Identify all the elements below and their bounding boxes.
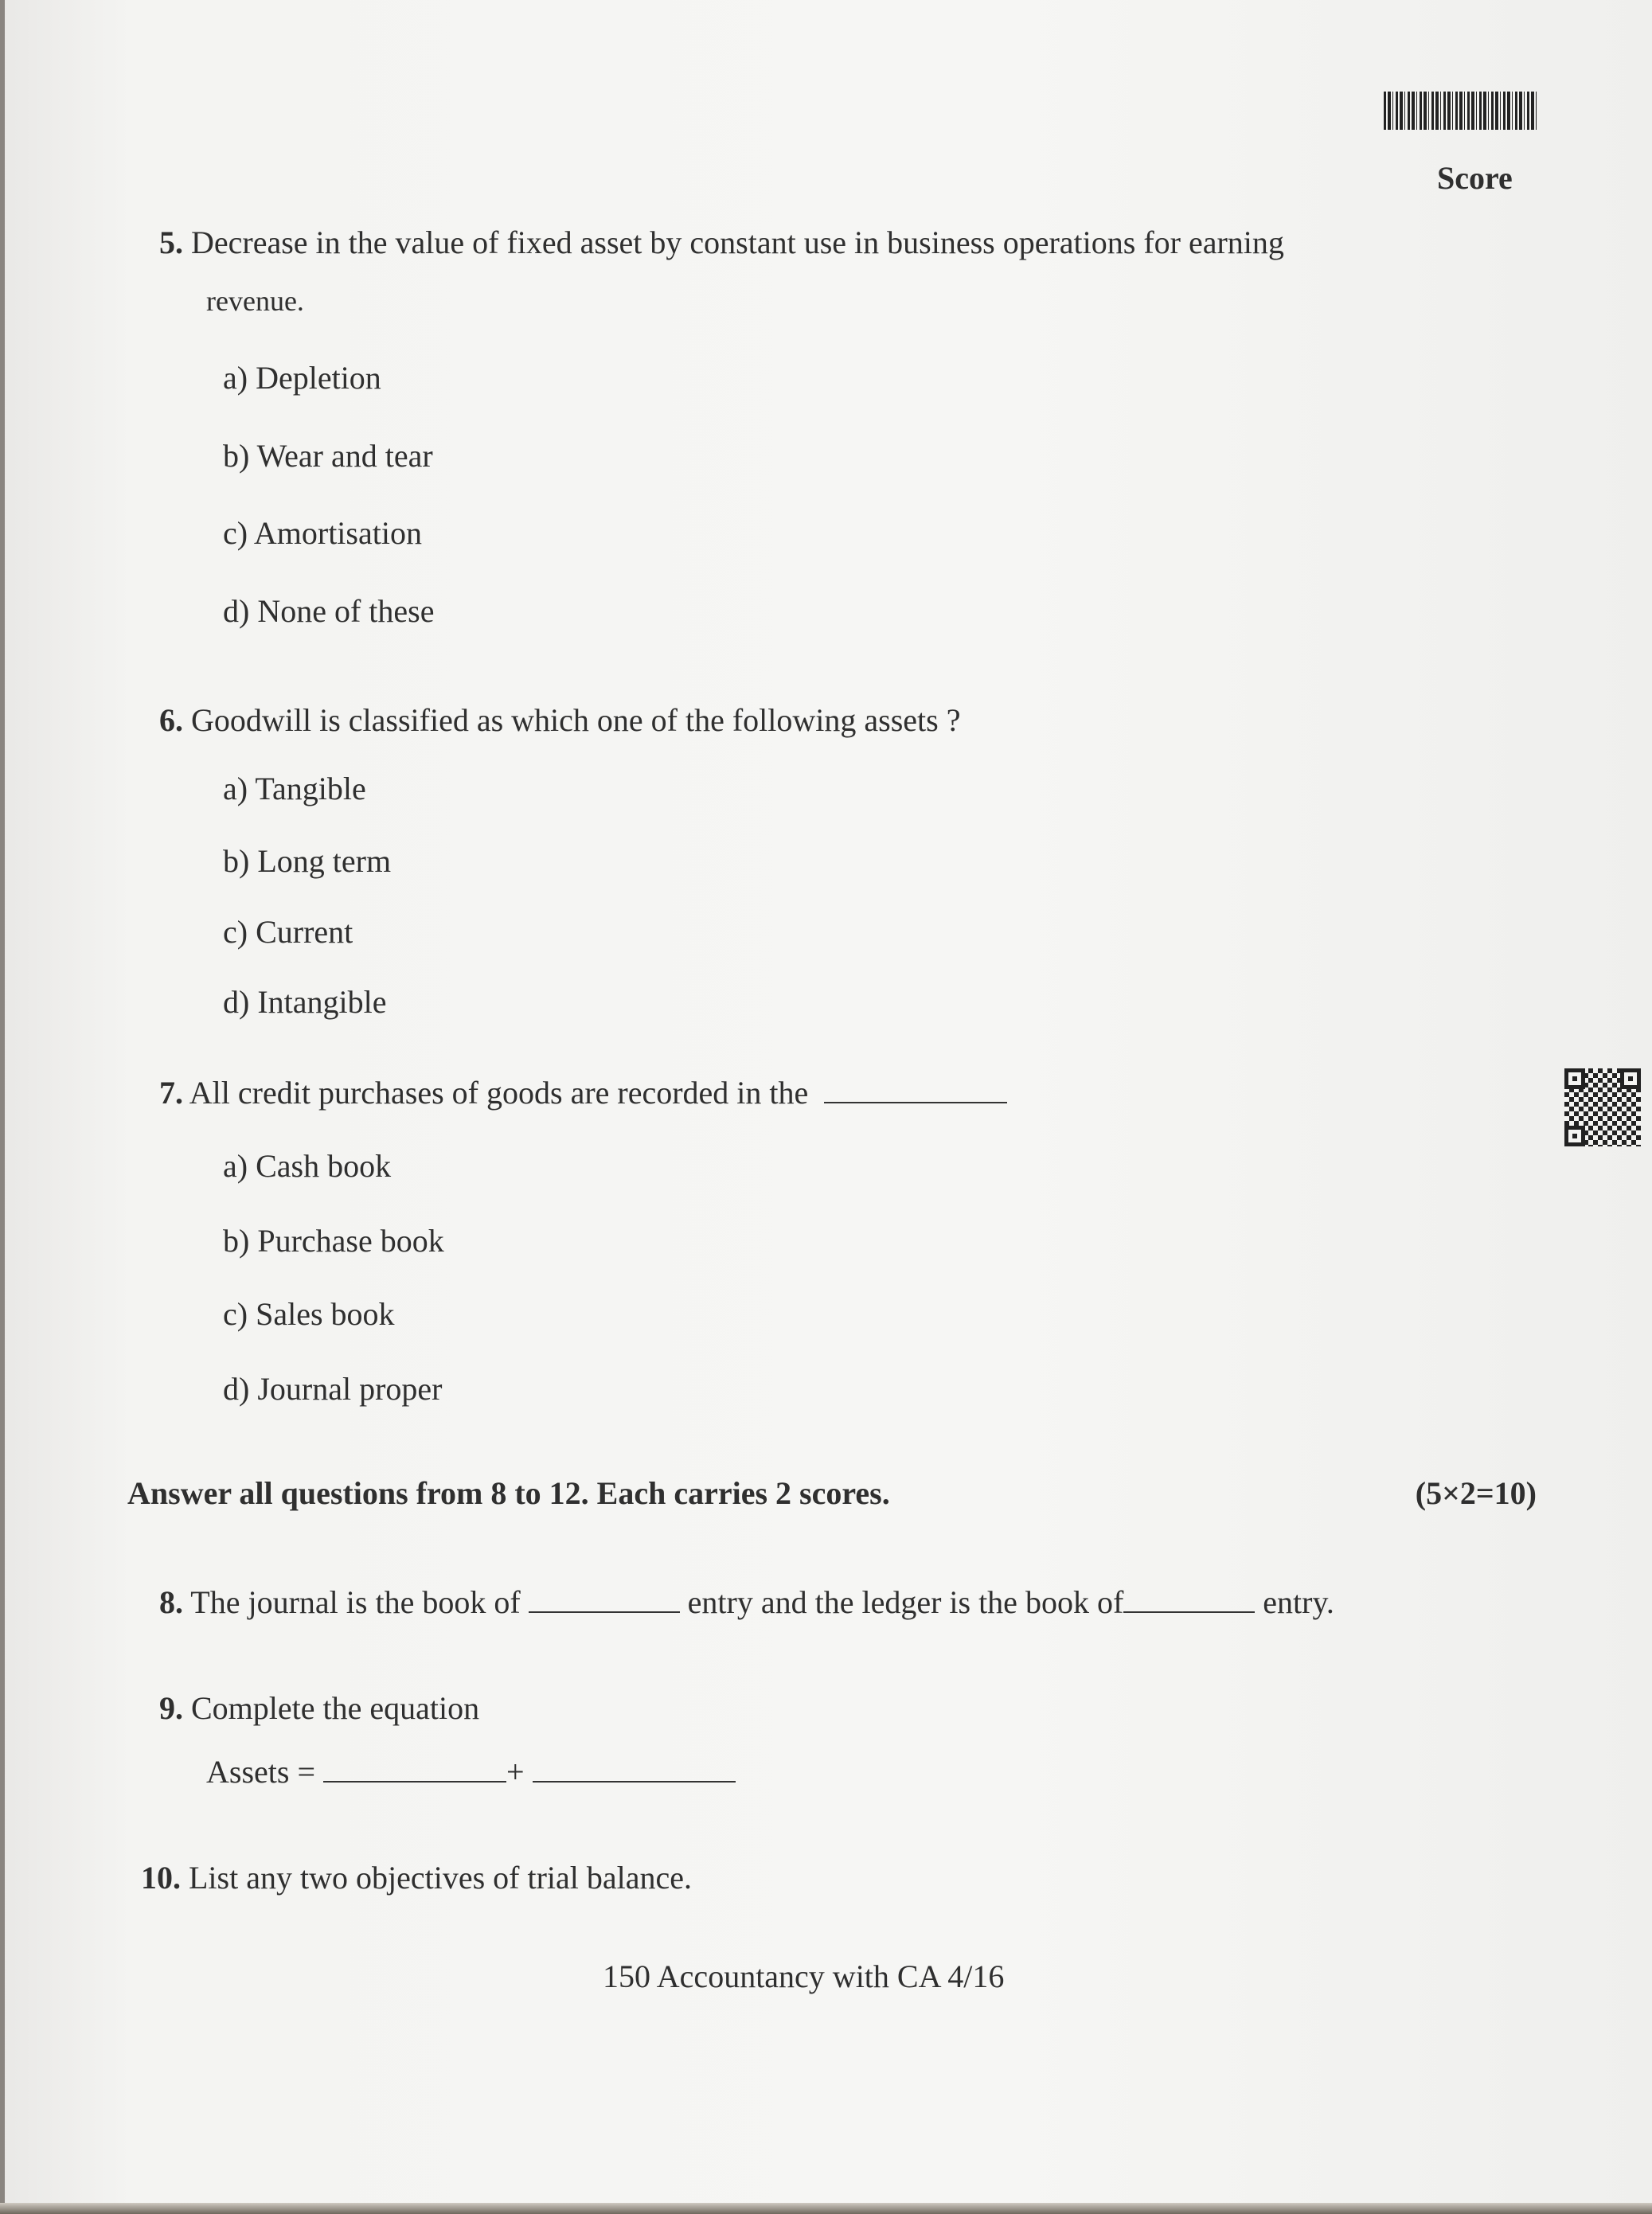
option-a: a) Depletion bbox=[223, 360, 381, 396]
option-a: a) Cash book bbox=[223, 1148, 392, 1184]
question-text: All credit purchases of goods are recorded in the bbox=[189, 1075, 809, 1111]
question-text: The journal is the book of bbox=[190, 1584, 521, 1620]
question-8 bbox=[159, 1583, 1334, 1622]
equation-lhs: Assets = bbox=[206, 1754, 316, 1790]
question-9 bbox=[159, 1689, 479, 1728]
option-a: a) Tangible bbox=[223, 771, 366, 806]
question-number: 5. bbox=[159, 225, 183, 260]
option-c: c) Current bbox=[223, 914, 353, 950]
page-footer: 150 Accountancy with CA 4/16 bbox=[603, 1958, 1005, 1994]
question-number: 6. bbox=[159, 702, 183, 738]
question-text: Goodwill is classified as which one of the following assets ? bbox=[191, 702, 961, 738]
section-marks: (5×2=10) bbox=[1415, 1475, 1537, 1511]
option-c: c) Sales book bbox=[223, 1296, 395, 1332]
option-d: d) Journal proper bbox=[223, 1371, 443, 1407]
answer-blank bbox=[824, 1102, 1007, 1103]
option-c: c) Amortisation bbox=[223, 515, 422, 551]
question-number: 8. bbox=[159, 1584, 183, 1620]
barcode bbox=[1384, 92, 1537, 130]
qr-code bbox=[1564, 1068, 1641, 1146]
page-edge-bottom bbox=[0, 2203, 1652, 2214]
score-label: Score bbox=[1437, 160, 1513, 196]
question-number: 9. bbox=[159, 1690, 183, 1726]
option-d: d) None of these bbox=[223, 593, 435, 629]
question-5 bbox=[159, 224, 1284, 262]
equation bbox=[206, 1753, 736, 1791]
question-text: entry and the ledger is the book of bbox=[687, 1584, 1124, 1620]
question-text-continued: revenue. bbox=[206, 285, 304, 317]
plus-sign: + bbox=[506, 1754, 525, 1790]
question-text: Complete the equation bbox=[191, 1690, 480, 1726]
option-b: b) Purchase book bbox=[223, 1223, 444, 1259]
option-b: b) Wear and tear bbox=[223, 438, 433, 474]
answer-blank bbox=[323, 1781, 506, 1783]
question-text: entry. bbox=[1263, 1584, 1334, 1620]
question-number: 7. bbox=[159, 1075, 183, 1111]
question-10 bbox=[141, 1859, 692, 1897]
page-edge bbox=[0, 0, 5, 2214]
option-d: d) Intangible bbox=[223, 984, 387, 1020]
question-6 bbox=[159, 701, 960, 740]
question-text: Decrease in the value of fixed asset by constant use in business operations for earning bbox=[191, 225, 1284, 260]
section-instruction: Answer all questions from 8 to 12. Each carries 2 scores. bbox=[127, 1475, 890, 1511]
question-text: List any two objectives of trial balance. bbox=[189, 1860, 693, 1896]
option-b: b) Long term bbox=[223, 843, 392, 879]
answer-blank bbox=[1123, 1611, 1255, 1613]
answer-blank bbox=[529, 1611, 680, 1613]
answer-blank bbox=[533, 1781, 736, 1783]
question-7 bbox=[159, 1074, 1007, 1112]
question-number: 10. bbox=[141, 1860, 181, 1896]
